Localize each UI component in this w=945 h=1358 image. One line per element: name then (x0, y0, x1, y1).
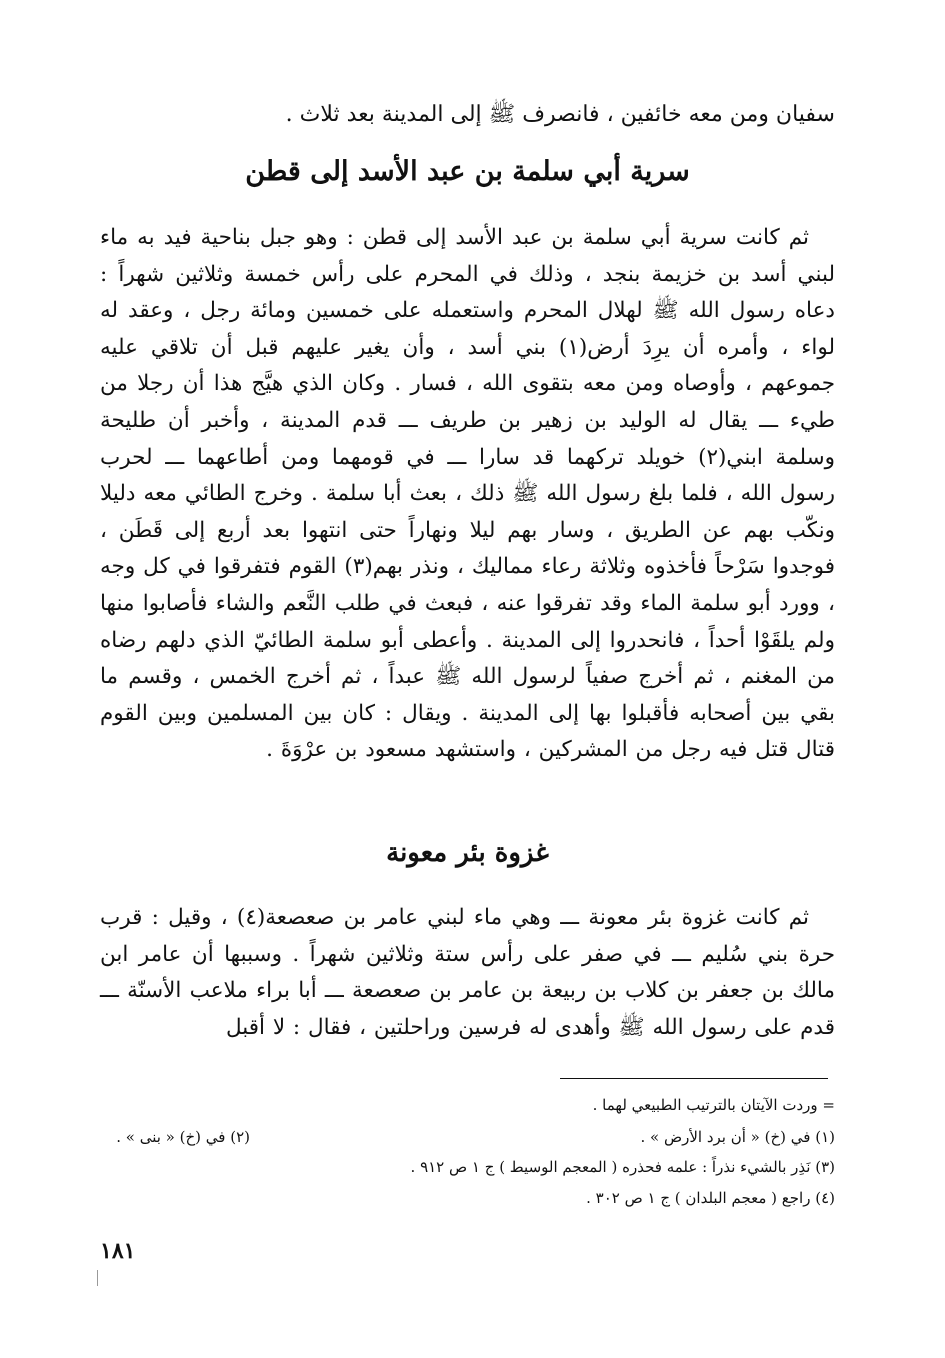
page-number: ١٨١ (100, 1238, 136, 1264)
footnote-4: (٤) راجع ( معجم البلدان ) ج ١ ص ٣٠٢ . (586, 1189, 835, 1207)
footnote-2: (٢) في (خ) « بنى » . (116, 1128, 250, 1146)
margin-mark (97, 1270, 98, 1286)
footnote-divider (560, 1078, 828, 1079)
continuation-line: سفيان ومن معه خائفين ، فانصرف ﷺ إلى المدينة بعد ثلاث . (285, 102, 835, 127)
paragraph-text: ثم كانت سرية أبي سلمة بن عبد الأسد إلى قطن : وهو جبل بناحية فيد به ماء لبني أسد بن خزيمة بنجد ، وذلك في المحرم على رأس خمسة وثلاثين شهراً : دعاه رسول الله ﷺ لهلال المحرم واستعمله على خمسين ومائة رجل ، وعقد له لواء ، وأمره أن يرِدَ أرض(١) بني أسد ، وأن يغير عليهم قبل أن تلاقي عليه جموعهم ، وأوصاه ومن معه بتقوى الله ، فسار . وكان الذي هيَّج هذا أن رجلا من طيء ـــ يقال له الوليد بن زهير بن طريف ـــ قدم المدينة ، وأخبر أن طليحة وسلمة ابني(٢) خويلد تركهما قد سارا ـــ في قومهما ومن أطاعهما ـــ لحرب رسول الله ، فلما بلغ رسول الله ﷺ ذلك ، بعث أبا سلمة . وخرج الطائي معه دليلا ونكّب بهم عن الطريق ، وسار بهم ليلا ونهاراً حتى انتهوا بعد أربع إلى قَطَن ، فوجدوا سَرْحاً فأخذوه وثلاثة رعاء مماليك ، ونذر بهم(٣) القوم فتفرقوا في كل وجه ، وورد أبو سلمة الماء وقد تفرقوا عنه ، فبعث في طلب النَّعم والشاء فأصابوا منها ولم يلقَوْا أحداً ، فانحدروا إلى المدينة . وأعطى أبو سلمة الطائيّ الذي دلهم رضاه من المغنم ، ثم أخرج صفياً لرسول الله ﷺ عبداً ، ثم أخرج الخمس ، وقسم ما بقي بين أصحابه فأقبلوا بها إلى المدينة . ويقال : كان بين المسلمين وبين القوم قتال قتل فيه رجل من المشركين ، واستشهد مسعود بن عرْوَةَ . (100, 225, 836, 763)
footnote-1: (١) في (خ) « أن برد الأرض » . (640, 1128, 835, 1146)
section-heading: سرية أبي سلمة بن عبد الأسد إلى قطن (245, 156, 690, 187)
section-body (100, 900, 835, 1046)
footnote-3: (٣) نَذِر بالشيء نذراً : علمه فحذره ( المعجم الوسيط ) ج ١ ص ٩١٢ . (410, 1158, 835, 1176)
paragraph-text: ثم كانت غزوة بئر معونة ـــ وهي ماء لبني عامر بن صعصعة(٤) ، وقيل : قرب حرة بني سُليم ـــ في صفر على رأس ستة وثلاثين شهراً . وسببها أن عامر ابن مالك بن جعفر بن كلاب بن ربيعة بن عامر بن صعصعة ـــ أبا براء ملاعب الأسنّة ـــ قدم على رسول الله ﷺ وأهدى له فرسين وراحلتين ، فقال : لا أقبل (100, 905, 835, 1040)
section-body (100, 220, 835, 769)
section-heading: غزوة بئر معونة (386, 838, 549, 868)
footnote-continuation: = وردت الآيتان بالترتيب الطبيعي لهما . (592, 1096, 835, 1114)
